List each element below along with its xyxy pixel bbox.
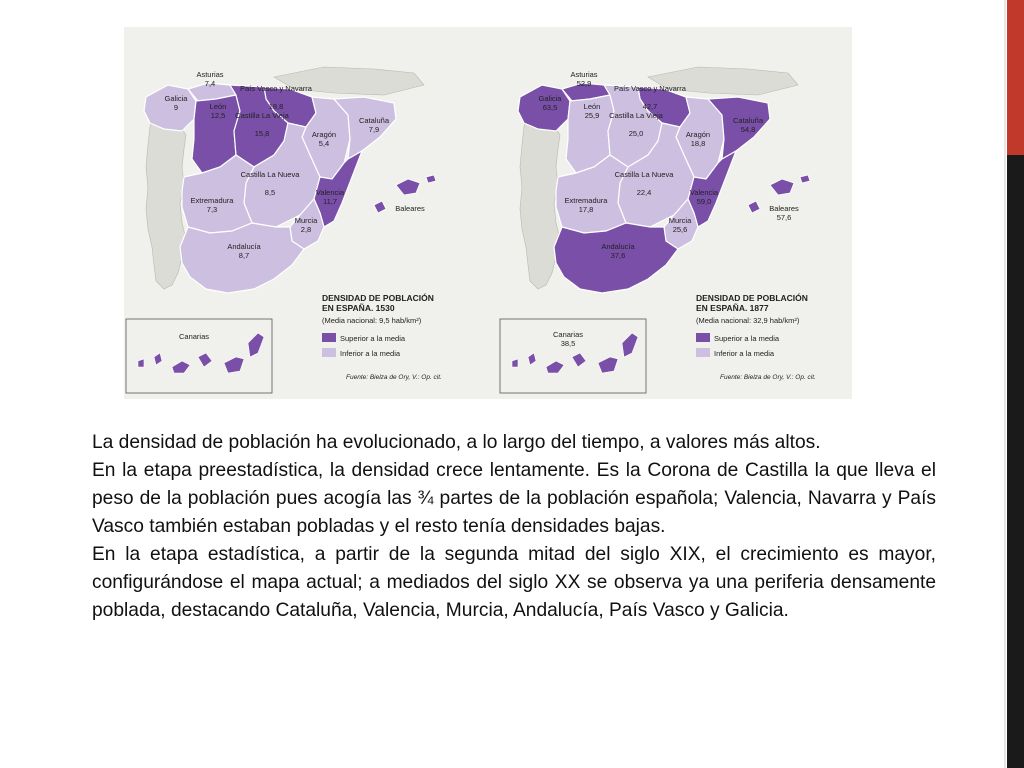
label-name-cataluna-1877: Cataluña: [732, 116, 764, 125]
label-value-valencia-1530: 11,7: [322, 197, 338, 206]
label-name-extremadura-1530: Extremadura: [190, 196, 234, 205]
paragraph-preestadistica: En la etapa preestadística, la densidad crece lentamente. Es la Corona de Castilla la que lleva el peso de la población pues acogía las ¾ partes de la población española; Valencia, Navarra y País Vasco también estaban pobladas y el resto tenía densidades bajas.: [92, 460, 936, 537]
label-name-andalucia-1530: Andalucía: [227, 242, 261, 251]
legend-label-superior-1530: Superior a la media: [340, 334, 406, 343]
legend-title-line2-1530: EN ESPAÑA. 1530: [322, 303, 395, 313]
label-value-aragon-1877: 18,8: [690, 139, 706, 148]
label-name-castilla-vieja-1530: Castilla La Vieja: [235, 111, 289, 120]
label-name-extremadura-1877: Extremadura: [564, 196, 608, 205]
legend-note-1530: (Media nacional: 9,5 hab/km²): [322, 316, 422, 325]
region-galicia-1530: [144, 85, 196, 131]
legend-swatch-inferior-1877: [696, 348, 710, 357]
label-value-asturias-1530: 7,4: [204, 79, 216, 88]
label-value-castilla-nueva-1530: 8,5: [264, 188, 276, 197]
label-value-castilla-nueva-1877: 22,4: [636, 188, 652, 197]
label-name-castilla-nueva-1530: Castilla La Nueva: [240, 170, 300, 179]
label-name-leon-1877: León: [583, 102, 601, 111]
legend-label-inferior-1877: Inferior a la media: [714, 349, 775, 358]
map-1530: [126, 67, 442, 393]
label-value-pais-vasco-1530: 18,8: [268, 102, 284, 111]
slide-edge-line: [1004, 0, 1006, 768]
label-value-pais-vasco-1877: 42,7: [642, 102, 658, 111]
label-name-castilla-vieja-1877: Castilla La Vieja: [609, 111, 663, 120]
label-value-galicia-1530: 9: [173, 103, 179, 112]
label-value-baleares-1877: 57,6: [776, 213, 792, 222]
label-value-castilla-vieja-1877: 25,0: [628, 129, 644, 138]
portugal-1530: [146, 117, 186, 289]
label-value-murcia-1877: 25,6: [672, 225, 688, 234]
legend-note-1877: (Media nacional: 32,9 hab/km²): [696, 316, 800, 325]
label-value-castilla-vieja-1530: 15,8: [254, 129, 270, 138]
label-value-galicia-1877: 63,5: [542, 103, 558, 112]
label-name-valencia-1877: Valencia: [689, 188, 719, 197]
legend-1530: [322, 292, 442, 381]
legend-swatch-superior-1877: [696, 333, 710, 342]
label-name-valencia-1530: Valencia: [315, 188, 345, 197]
label-name-andalucia-1877: Andalucía: [601, 242, 635, 251]
legend-swatch-superior-1530: [322, 333, 336, 342]
paragraph-intro: La densidad de población ha evolucionado, a lo largo del tiempo, a valores más altos.: [92, 432, 821, 453]
map-1877: [500, 67, 816, 393]
legend-title-line2-1877: EN ESPAÑA. 1877: [696, 303, 769, 313]
label-name-baleares-1530: Baleares: [395, 204, 425, 213]
label-value-cataluna-1877: 54,8: [740, 125, 756, 134]
label-name-aragon-1530: Aragón: [311, 130, 337, 139]
paragraph-estadistica: En la etapa estadística, a partir de la segunda mitad del siglo XIX, el crecimiento es mayor, configurándose el mapa actual; a mediados del siglo XX se observa ya una periferia densamente poblada, destacando Cataluña, Valencia, Murcia, Andalucía, País Vasco y Galicia.: [92, 544, 936, 621]
label-value-leon-1877: 25,9: [584, 111, 600, 120]
label-name-pais-vasco-1877: País Vasco y Navarra: [614, 84, 686, 93]
label-name-murcia-1530: Murcia: [294, 216, 318, 225]
label-value-andalucia-1877: 37,6: [610, 251, 626, 260]
legend-1877: [696, 292, 816, 381]
legend-title-line1-1877: DENSIDAD DE POBLACIÓN: [696, 293, 808, 303]
label-value-aragon-1530: 5,4: [318, 139, 330, 148]
label-name-asturias-1530: Asturias: [196, 70, 224, 79]
label-name-murcia-1877: Murcia: [668, 216, 692, 225]
label-name-castilla-nueva-1877: Castilla La Nueva: [614, 170, 674, 179]
body-text: [92, 429, 936, 625]
label-name-canarias-1877: Canarias: [552, 330, 584, 339]
population-density-maps-figure: [124, 27, 852, 399]
label-value-extremadura-1877: 17,8: [578, 205, 594, 214]
label-name-aragon-1877: Aragón: [685, 130, 711, 139]
legend-label-superior-1877: Superior a la media: [714, 334, 780, 343]
label-name-canarias-1530: Canarias: [178, 332, 210, 341]
slide-edge-accent: [1007, 0, 1024, 155]
label-value-canarias-1877: 38,5: [560, 339, 576, 348]
source-note-1877: Fuente: Bielza de Ory, V.: Op. cit.: [720, 374, 816, 381]
label-name-cataluna-1530: Cataluña: [358, 116, 390, 125]
label-value-asturias-1877: 52,9: [576, 79, 592, 88]
label-value-andalucia-1530: 8,7: [238, 251, 250, 260]
label-name-baleares-1877: Baleares: [769, 204, 799, 213]
label-value-extremadura-1530: 7,3: [206, 205, 218, 214]
label-name-galicia-1530: Galicia: [164, 94, 188, 103]
label-value-valencia-1877: 59,0: [696, 197, 712, 206]
label-value-leon-1530: 12,5: [210, 111, 226, 120]
label-name-leon-1530: León: [209, 102, 227, 111]
label-name-pais-vasco-1530: País Vasco y Navarra: [240, 84, 312, 93]
legend-label-inferior-1530: Inferior a la media: [340, 349, 401, 358]
label-value-murcia-1530: 2,8: [300, 225, 312, 234]
legend-swatch-inferior-1530: [322, 348, 336, 357]
source-note-1530: Fuente: Bielza de Ory, V.: Op. cit.: [346, 374, 442, 381]
label-name-galicia-1877: Galicia: [538, 94, 562, 103]
portugal-1877: [520, 117, 560, 289]
legend-title-line1-1530: DENSIDAD DE POBLACIÓN: [322, 293, 434, 303]
label-value-cataluna-1530: 7,9: [368, 125, 380, 134]
label-name-asturias-1877: Asturias: [570, 70, 598, 79]
